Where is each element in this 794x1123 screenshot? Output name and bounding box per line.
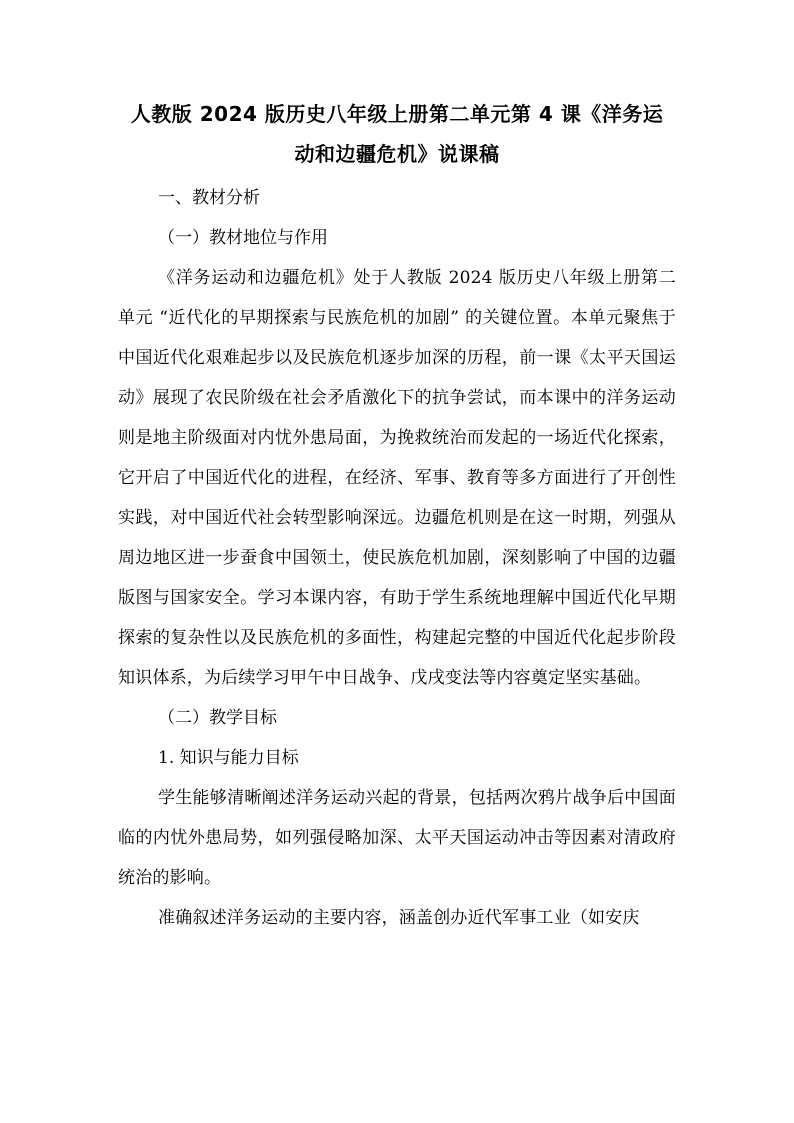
goal-heading-knowledge-and-ability: 1. 知识与能力目标 — [158, 748, 299, 768]
document-title — [118, 94, 676, 174]
subsection-heading-position-and-role: （一）教材地位与作用 — [158, 228, 328, 248]
paragraph-goal-background: 学生能够清晰阐述洋务运动兴起的背景，包括两次鸦片战争后中国面临的内忧外患局势，如列强侵略加深、太平天国运动冲击等因素对清政府统治的影响。 — [118, 788, 676, 888]
paragraph-position-and-role: 《洋务运动和边疆危机》处于人教版 2024 版历史八年级上册第二单元 “近代化的早期探索与民族危机的加剧” 的关键位置。本单元聚焦于中国近代化艰难起步以及民族危机逐步加深的历程，前一课《太平天国运动》展现了农民阶级在社会矛盾激化下的抗争尝试，而本课中的洋务运动则是地主阶级面对内忧外患局面，为挽救统治而发起的一场近代化探索，它开启了中国近代化的进程，在经济、军事、教育等多方面进行了开创性实践，对中国近代社会转型影响深远。边疆危机则是在这一时期，列强从周边地区进一步蚕食中国领土，使民族危机加剧，深刻影响了中国的边疆版图与国家安全。学习本课内容，有助于学生系统地理解中国近代化早期探索的复杂性以及民族危机的多面性，构建起完整的中国近代化起步阶段知识体系，为后续学习甲午中日战争、戊戌变法等内容奠定坚实基础。 — [118, 268, 676, 688]
section-heading-teaching-material-analysis: 一、教材分析 — [158, 188, 260, 208]
title-line-2: 动和边疆危机》说课稿 — [294, 142, 500, 166]
subsection-heading-teaching-goals: （二）教学目标 — [158, 708, 277, 728]
title-line-1: 人教版 2024 版历史八年级上册第二单元第 4 课《洋务运 — [130, 102, 664, 126]
paragraph-goal-main-content: 准确叙述洋务运动的主要内容，涵盖创办近代军事工业（如安庆 — [158, 908, 640, 928]
